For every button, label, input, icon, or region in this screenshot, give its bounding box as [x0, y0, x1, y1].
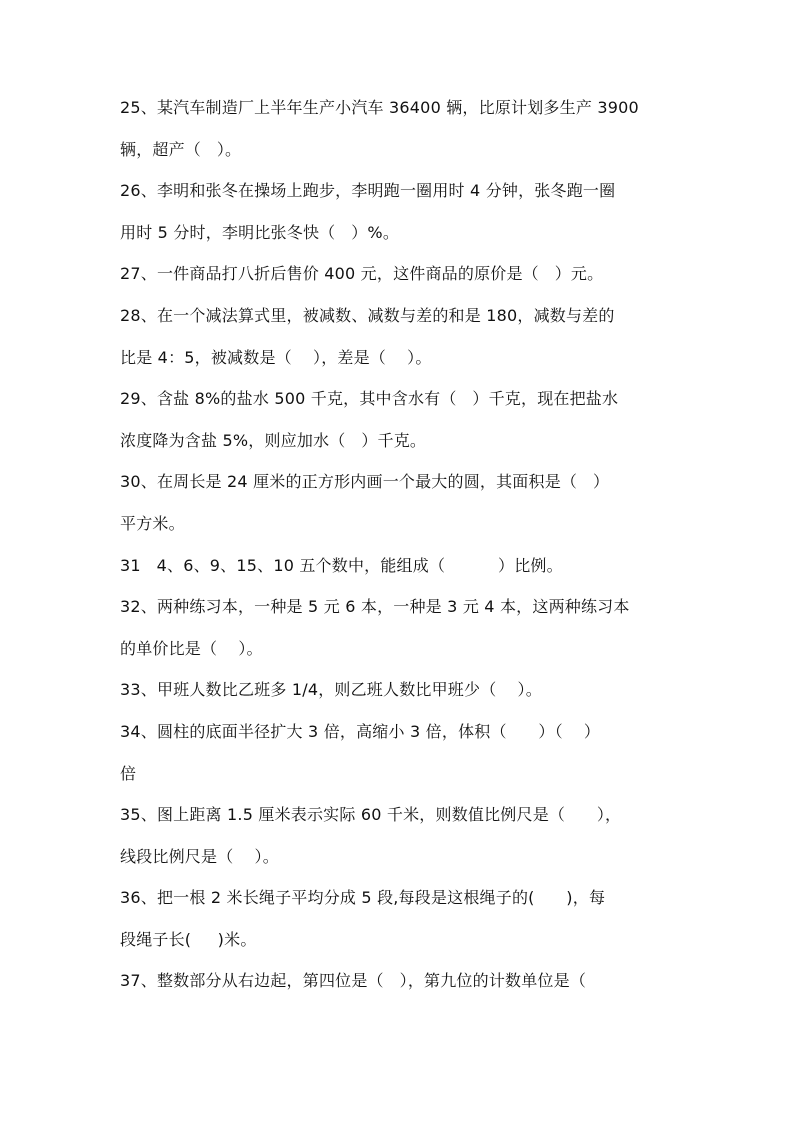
- q26-line-1: 26、李明和张冬在操场上跑步，李明跑一圈用时 4 分钟，张冬跑一圈: [120, 181, 616, 201]
- q29-line-2: 浓度降为含盐 5%，则应加水（ ）千克。: [120, 430, 427, 450]
- q35-line-1: 35、图上距离 1.5 厘米表示实际 60 千米，则数值比例尺是（ ），: [120, 805, 622, 825]
- question-list: [120, 98, 680, 1013]
- q36-line-1: 36、把一根 2 米长绳子平均分成 5 段,每段是这根绳子的( )，每: [120, 888, 606, 908]
- q30-line-1: 30、在周长是 24 厘米的正方形内画一个最大的圆，其面积是（ ）: [120, 472, 610, 492]
- q33-line-1: 33、甲班人数比乙班多 1/4，则乙班人数比甲班少（ ）。: [120, 680, 542, 700]
- q32-line-1: 32、两种练习本，一种是 5 元 6 本，一种是 3 元 4 本，这两种练习本: [120, 597, 630, 617]
- q26-line-2: 用时 5 分时，李明比张冬快（ ）%。: [120, 222, 400, 242]
- q37-line-1: 37、整数部分从右边起，第四位是（ ），第九位的计数单位是（: [120, 971, 587, 991]
- q28-line-1: 28、在一个减法算式里，被减数、减数与差的和是 180，减数与差的: [120, 305, 615, 325]
- q32-line-2: 的单价比是（ ）。: [120, 638, 263, 658]
- q36-line-2: 段绳子长( )米。: [120, 929, 257, 949]
- q31-line-1: 31 4、6、9、15、10 五个数中，能组成（ ）比例。: [120, 555, 563, 575]
- q25-line-2: 辆，超产（ ）。: [120, 139, 242, 159]
- q30-line-2: 平方米。: [120, 513, 185, 533]
- q28-line-2: 比是 4：5，被减数是（ ），差是（ ）。: [120, 347, 432, 367]
- q27-line-1: 27、一件商品打八折后售价 400 元，这件商品的原价是（ ）元。: [120, 264, 604, 284]
- q34-line-1: 34、圆柱的底面半径扩大 3 倍，高缩小 3 倍，体积（ ）（ ）: [120, 721, 601, 741]
- q25-line-1: 25、某汽车制造厂上半年生产小汽车 36400 辆，比原计划多生产 3900: [120, 98, 639, 117]
- q35-line-2: 线段比例尺是（ ）。: [120, 846, 279, 866]
- q29-line-1: 29、含盐 8%的盐水 500 千克，其中含水有（ ）千克，现在把盐水: [120, 389, 619, 409]
- q34-line-2: 倍: [120, 763, 137, 783]
